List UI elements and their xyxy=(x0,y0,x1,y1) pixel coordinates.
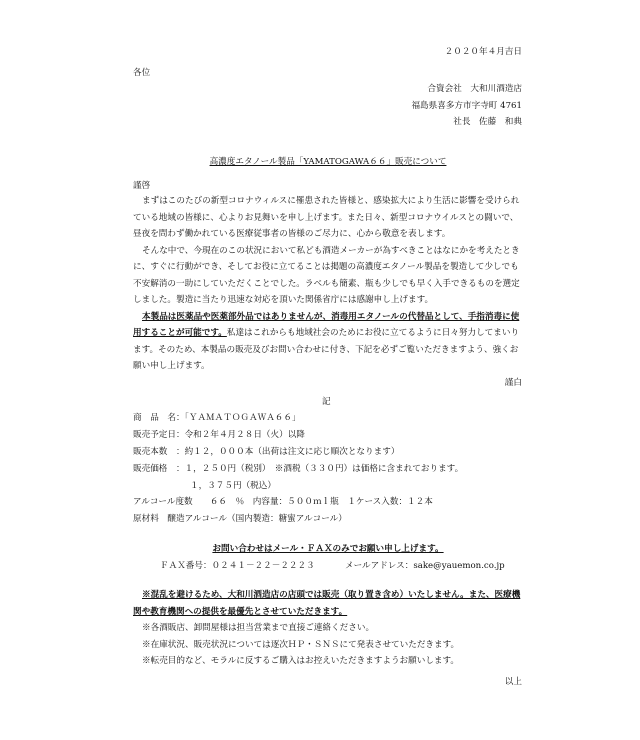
paragraph-3-emphasis: 本製品は医薬品や医薬部外品ではありませんが、消毒用エタノールの代替品として、手指消毒に使用することが可能です。 xyxy=(133,311,520,338)
note-3: ※転売目的など、モラルに反するご購入はお控えいただきますようお願いします。 xyxy=(142,656,460,666)
detail-price-tax: １，３７５円（税込） xyxy=(190,481,276,491)
company-address: 福島県喜多方市字寺町 4761 xyxy=(411,101,522,111)
recipient: 各位 xyxy=(133,68,151,78)
contact-heading: お問い合わせはメール・ＦＡＸのみでお願い申し上げます。 xyxy=(212,544,444,554)
paragraph-1: まずはこのたびの新型コロナウィルスに罹患された皆様と、感染拡大により生活に影響を受けられている地域の皆様に、心よりお見舞いを申し上げます。また日々、新型コロナウイルスとの闘いで、昼夜を問わず働かれている医療従事者の皆様のご尽力に、心から敬意を表します。 xyxy=(133,196,520,239)
date: ２０２０年４月吉日 xyxy=(444,47,522,57)
end-mark: 以上 xyxy=(504,677,522,687)
contact-email: メールアドレス：sake@yauemon.co.jp xyxy=(345,561,505,571)
paragraph-3-text: 私達はこれからも地域社会のためにお役に立てるように日々努力してまいります。そのため、本製品の販売及びお問い合わせに付き、下記を必ずご覧いただきますよう、強くお願い申し上げます。 xyxy=(133,328,520,371)
detail-quantity: 販売本数 ：約１２，０００本（出荷は注文に応じ順次となります） xyxy=(133,447,400,457)
letter-body xyxy=(133,193,523,375)
detail-price: 販売価格 ：１，２５０円（税別） ※酒税（３３０円）は価格に含まれております。 xyxy=(133,464,464,474)
ki-heading: 記 xyxy=(322,397,331,407)
closing: 謹白 xyxy=(504,378,522,388)
paragraph-2: そんな中で、今現在のこの状況において私ども酒造メーカーが為すべきことはなにかを考えたときに、すぐに行動ができ、そしてお役に立てることは掲題の高濃度エタノール製品を製造して少しでも不安解消の一助にしていただくことでした。ラベルも簡素、瓶も少しでも早く入手できるものを選定しました。製造に当たり迅速な対応を頂いた関係省庁には感謝申し上げます。 xyxy=(133,245,520,305)
detail-product: 商 品 名：「ＹＡＭＡＴＯＧＡＷＡ６６」 xyxy=(133,413,301,423)
notice-bold: ※混乱を避けるため、大和川酒造店の店頭では販売（取り置き含め）いたしません。また、医療機関や教育機関への提供を最優先とさせていただきます。 xyxy=(133,590,521,617)
note-1: ※各酒販店、卸問屋様は担当営業まで直接ご連絡ください。 xyxy=(142,623,375,633)
detail-ingredients: 原材料 醸造アルコール（国内製造：糖蜜アルコール） xyxy=(133,514,347,524)
notes-block xyxy=(133,587,523,670)
company-name: 合資会社 大和川酒造店 xyxy=(427,84,522,94)
salutation: 謹啓 xyxy=(133,181,151,191)
paragraph-3 xyxy=(133,309,523,375)
detail-sale-date: 販売予定日：令和２年４月２８日（火）以降 xyxy=(133,430,305,440)
document-title: 高濃度エタノール製品「YAMATOGAWA６６」販売について xyxy=(209,157,447,167)
detail-alcohol: アルコール度数 ６６ ％ 内容量：５００ｍｌ瓶 １ケース入数：１２本 xyxy=(133,497,433,507)
note-2: ※在庫状況、販売状況については逐次ＨＰ・ＳＮＳにて発表させていただきます。 xyxy=(142,639,460,650)
contact-fax: ＦＡＸ番号：０２４１－２２－２２２３ xyxy=(160,561,315,571)
president-name: 社長 佐藤 和典 xyxy=(453,117,522,127)
